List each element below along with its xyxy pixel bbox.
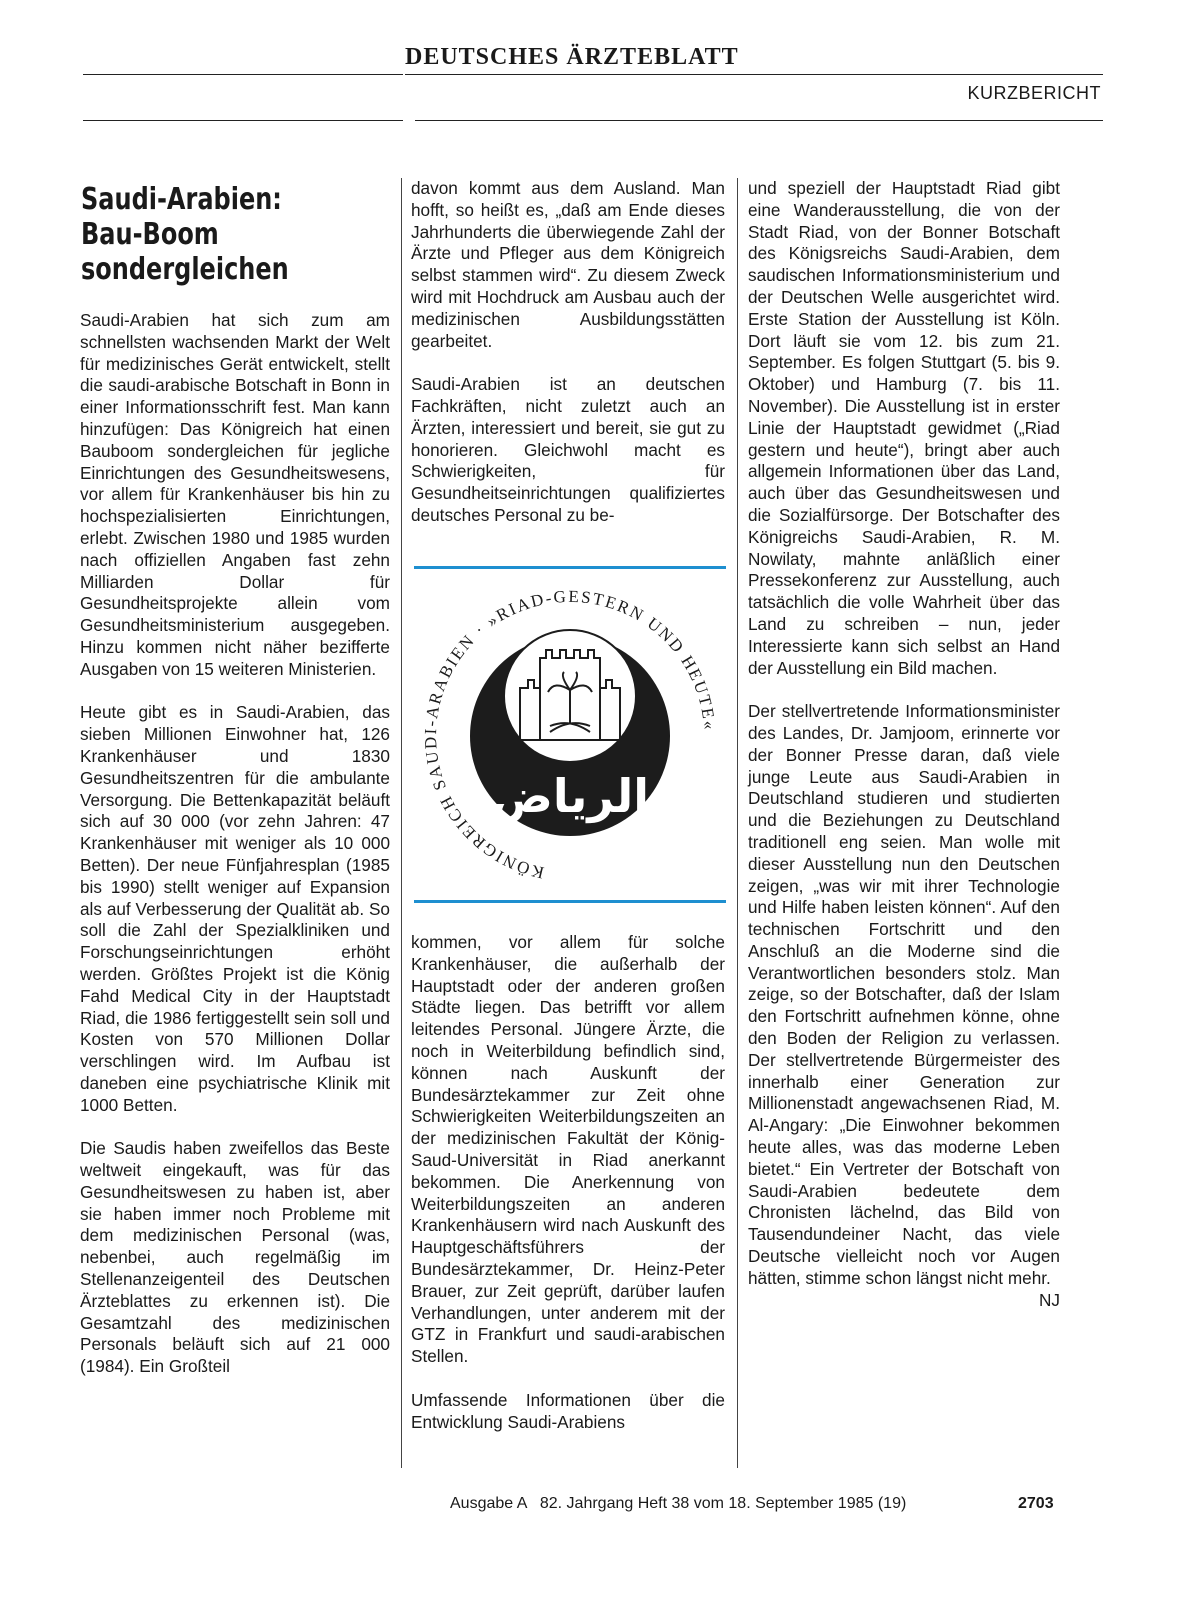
- masthead-rule-right: [405, 74, 1103, 75]
- figure-rule-top: [414, 566, 726, 569]
- headline-line: sondergleichen: [81, 252, 289, 287]
- author-signature: NJ: [1038, 1289, 1060, 1310]
- emblem-ring-text: KÖNIGREICH SAUDI-ARABIEN · »RIAD-GESTERN UND HEUTE«: [420, 586, 720, 883]
- masthead-rule-left: [83, 74, 403, 75]
- article-column-2-top: [411, 178, 725, 527]
- masthead: [83, 44, 1103, 74]
- paragraph: [748, 701, 1060, 1310]
- journal-title: DEUTSCHES ÄRZTEBLATT: [405, 44, 739, 70]
- headline-line: Saudi-Arabien:: [81, 182, 282, 217]
- section-header: [83, 80, 1103, 120]
- paragraph: Saudi-Arabien ist an deutschen Fachkräften, nicht zuletzt auch an Ärzten, interessiert und bereit, sie gut zu honorieren. Gleichwohl macht es Schwierigkeiten, für Gesundheitseinrichtungen qualifiziertes deutsches Personal zu be-: [411, 374, 725, 525]
- article-column-1: [80, 310, 390, 1378]
- emblem-graphic: [414, 580, 726, 892]
- column-divider: [737, 178, 738, 1468]
- paragraph: Umfassende Informationen über die Entwicklung Saudi-Arabiens: [411, 1389, 725, 1432]
- article-headline: [81, 182, 337, 287]
- article-column-2-bottom: [411, 932, 725, 1433]
- section-rule-left: [83, 120, 403, 121]
- exhibition-emblem-figure: [414, 566, 726, 906]
- figure-rule-bottom: [414, 900, 726, 903]
- section-label: KURZBERICHT: [967, 83, 1101, 103]
- paragraph-text: Der stellvertretende Informationsminister des Landes, Dr. Jamjoom, erinnerte vor der Bonner Presse daran, daß viele junge Leute aus Saudi-Arabien in Deutschland studieren und studierten und die Beziehungen zu Deutschland traditionell eng seien. Man wolle mit dieser Ausstellung nun den Deutschen zeigen, „was wir mit ihrer Technologie und Hilfe haben leisten können“. Auf den technischen Fortschritt und den Anschluß an die Moderne sind die Verantwortlichen besonders stolz. Man zeige, so der Botschafter, daß der Islam den Fortschritt aufnehmen könne, ohne den Boden der Religion zu verlassen. Der stellvertretende Bürgermeister des innerhalb einer Generation zur Millionenstadt angewachsenen Riad, M. Al-Angary: „Die Einwohner bekommen heute alles, was das moderne Leben bietet.“ Ein Vertreter der Botschaft von Saudi-Arabien bedeutete dem Chronisten lächelnd, das Bild von Tausendundeiner Nacht, das viele Deutsche vielleicht noch vor Augen hätten, stimme schon längst nicht mehr.: [748, 701, 1060, 1288]
- arabic-city-name: الرياض: [490, 769, 650, 823]
- paragraph: Die Saudis haben zweifellos das Beste weltweit eingekauft, was für das Gesundheitswesen zu haben ist, aber sie haben immer noch Probleme mit dem medizinischen Personal (was, nebenbei, auch regelmäßig im Stellenanzeigenteil des Deutschen Ärzteblattes zu erkennen ist). Die Gesamtzahl des medizinischen Personals beläuft sich auf 21 000 (1984). Ein Großteil: [80, 1138, 390, 1377]
- headline-line: Bau-Boom: [81, 217, 219, 252]
- paragraph: davon kommt aus dem Ausland. Man hofft, so heißt es, „daß am Ende dieses Jahrhunderts die überwiegende Zahl der Ärzte und Pfleger aus dem Königreich selbst stammen wird“. Zu diesem Zweck wird mit Hochdruck am Ausbau auch der medizinischen Ausbildungsstätten gearbeitet.: [411, 178, 725, 351]
- paragraph: und speziell der Hauptstadt Riad gibt eine Wanderausstellung, die von der Stadt Riad, von der Bonner Botschaft des Königsreichs Saudi-Arabien, dem saudischen Informationsministerium und der Deutschen Welle ausgerichtet wird. Erste Station der Ausstellung ist Köln. Dort läuft sie vom 12. bis zum 21. September. Es folgen Stuttgart (5. bis 9. Oktober) und Hamburg (7. bis 11. November). Die Ausstellung ist in erster Linie der Hauptstadt gewidmet („Riad gestern und heute“), bringt aber auch allgemein Informationen über das Land, auch über das Gesundheitswesen und die Sozialfürsorge. Der Botschafter des Königreichs Saudi-Arabien, R. M. Nowilaty, mahnte anläßlich einer Pressekonferenz zur Ausstellung, auch tatsächlich die volle Wahrheit über das Land zu schreiben – nun, jeder Interessierte kann sich selbst an Hand der Ausstellung ein Bild machen.: [748, 178, 1060, 678]
- article-column-3: [748, 178, 1060, 1311]
- column-divider: [401, 178, 402, 1468]
- paragraph: Saudi-Arabien hat sich zum am schnellsten wachsenden Markt der Welt für medizinisches Gerät entwickelt, stellt die saudi-arabische Botschaft in Bonn in einer Informationsschrift fest. Man kann hinzufügen: Das Königreich hat einen Bauboom sondergleichen für jegliche Einrichtungen des Gesundheitswesens, vor allem für Krankenhäuser bis hin zu hochspezialisierten Einrichtungen, erlebt. Zwischen 1980 und 1985 wurden nach offiziellen Angaben fast zehn Milliarden Dollar für Gesundheitsprojekte allein vom Gesundheitsministerium ausgegeben. Hinzu kommen nicht näher bezifferte Ausgaben von 15 weiteren Ministerien.: [80, 310, 390, 679]
- paragraph: kommen, vor allem für solche Krankenhäuser, die außerhalb der Hauptstadt oder der anderen großen Städte liegen. Das betrifft vor allem leitendes Personal. Jüngere Ärzte, die noch in Weiterbildung befindlich sind, können nach Auskunft der Bundesärztekammer zur Zeit ohne Schwierigkeiten Weiterbildungszeiten an der medizinischen Fakultät der König-Saud-Universität in Riad anerkannt bekommen. Die Anerkennung von Weiterbildungszeiten an anderen Krankenhäusern wird nach Auskunft des Hauptgeschäftsführers der Bundesärztekammer, Dr. Heinz-Peter Brauer, zur Zeit geprüft, darüber laufen Verhandlungen, unter anderem mit der GTZ in Frankfurt und saudi-arabischen Stellen.: [411, 932, 725, 1367]
- page-number: 2703: [1018, 1495, 1054, 1512]
- issue-info: Ausgabe A 82. Jahrgang Heft 38 vom 18. September 1985 (19): [450, 1495, 907, 1512]
- paragraph: Heute gibt es in Saudi-Arabien, das sieben Millionen Einwohner hat, 126 Krankenhäuser und 1830 Gesundheitszentren für die ambulante Versorgung. Die Bettenkapazität beläuft sich auf 30 000 (vor zehn Jahren: 47 Krankenhäuser mit weniger als 10 000 Betten). Der neue Fünfjahresplan (1985 bis 1990) stellt weniger auf Expansion als auf Verbesserung der Qualität ab. So soll die Zahl der Spezialkliniken und Forschungseinrichtungen erhöht werden. Größtes Projekt ist die König Fahd Medical City in der Hauptstadt Riad, die 1986 fertiggestellt sein soll und Kosten von 570 Millionen Dollar verschlingen wird. Im Aufbau ist daneben eine psychiatrische Klinik mit 1000 Betten.: [80, 702, 390, 1115]
- section-rule-right: [415, 120, 1103, 121]
